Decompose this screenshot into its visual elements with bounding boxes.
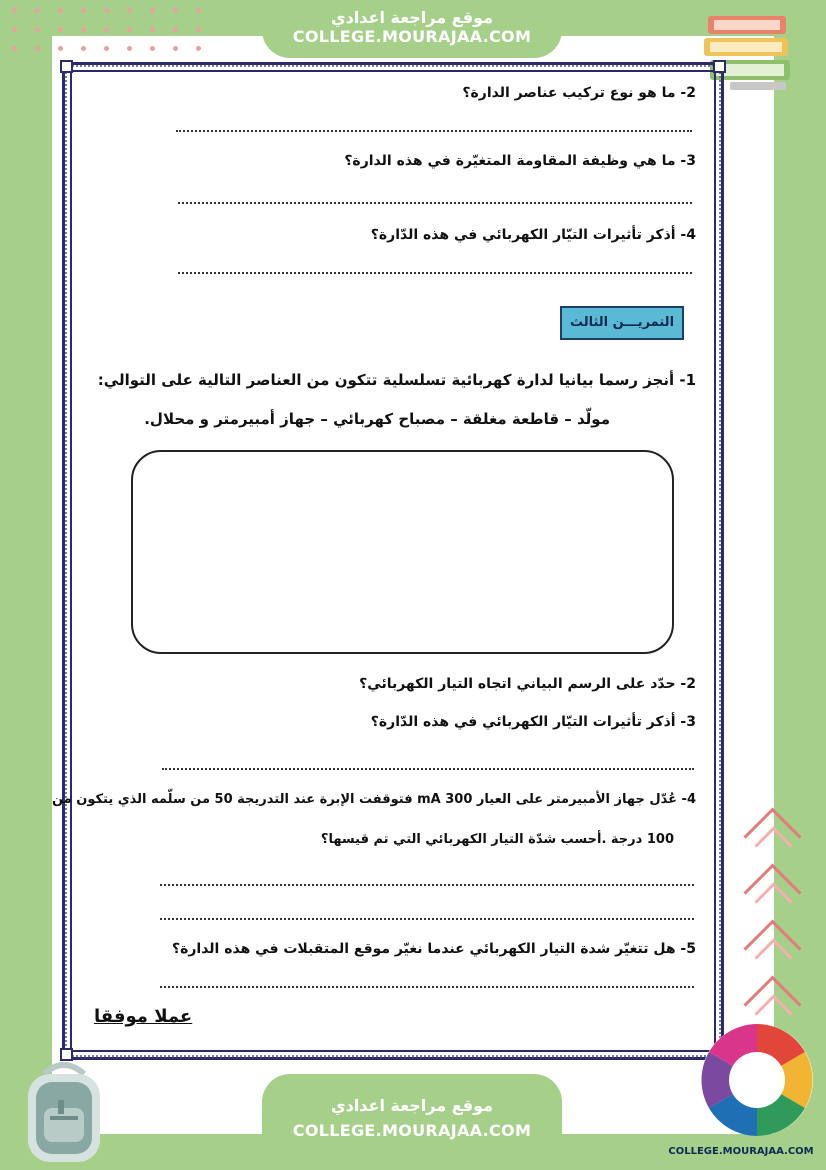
frame-corner-icon <box>60 60 73 73</box>
header-site-arabic: موقع مراجعة اعدادي <box>330 8 494 27</box>
exercise-three-q4-line2: 100 درجة .أحسب شدّة التيار الكهربائي التي تم قيسها؟ <box>320 832 674 847</box>
exercise-three-q4-line1: 4- عُدّل جهاز الأمبيرمتر على العيار 300 mA فتوقفت الإبرة عند التدريجة 50 من سلّمه الذي يتكون من <box>51 792 696 807</box>
answer-line[interactable] <box>178 272 692 274</box>
frame-corner-icon <box>713 60 726 73</box>
exercise-three-title: التمريـــن الثالث <box>560 306 684 340</box>
drawing-area[interactable] <box>131 450 674 654</box>
footer-banner <box>262 1074 562 1169</box>
closing-note: عملا موفقا <box>94 1006 193 1027</box>
answer-line[interactable] <box>176 130 692 132</box>
answer-line[interactable] <box>160 918 694 920</box>
exercise-three-q2: 2- حدّد على الرسم البياني اتجاه التيار الكهربائي؟ <box>359 676 696 692</box>
question-2: 2- ما هو نوع تركيب عناصر الدارة؟ <box>462 85 696 101</box>
header-site-url[interactable]: COLLEGE.MOURAJAA.COM <box>292 27 532 46</box>
answer-line[interactable] <box>160 884 694 886</box>
footer-site-url[interactable]: COLLEGE.MOURAJAA.COM <box>292 1121 532 1140</box>
school-logo-icon <box>696 1020 818 1140</box>
circuit-elements-list: مولّد – قاطعة مغلقة – مصباح كهربائي – جهاز أمبيرمتر و محلال. <box>144 410 610 428</box>
logo-caption[interactable]: COLLEGE.MOURAJAA.COM <box>668 1146 814 1157</box>
answer-line[interactable] <box>178 202 692 204</box>
answer-line[interactable] <box>160 986 694 988</box>
question-4: 4- أذكر تأثيرات التيّار الكهربائي في هذه الدّارة؟ <box>370 227 696 243</box>
question-3: 3- ما هي وظيفة المقاومة المتغيّرة في هذه الدارة؟ <box>344 153 696 169</box>
decorative-dots <box>0 0 210 60</box>
exercise-three-q5: 5- هل تتغيّر شدة التيار الكهربائي عندما نغيّر موقع المتقبلات في هذه الدارة؟ <box>171 941 696 957</box>
answer-line[interactable] <box>162 768 694 770</box>
header-banner <box>262 0 562 58</box>
backpack-icon <box>14 1056 114 1166</box>
exercise-three-q3: 3- أذكر تأثيرات التيّار الكهربائي في هذه الدّارة؟ <box>370 714 696 730</box>
footer-site-arabic: موقع مراجعة اعدادي <box>330 1096 494 1115</box>
exercise-three-q1: 1- أنجز رسما بيانيا لدارة كهربائية تسلسلية تتكون من العناصر التالية على التوالي: <box>97 371 696 389</box>
